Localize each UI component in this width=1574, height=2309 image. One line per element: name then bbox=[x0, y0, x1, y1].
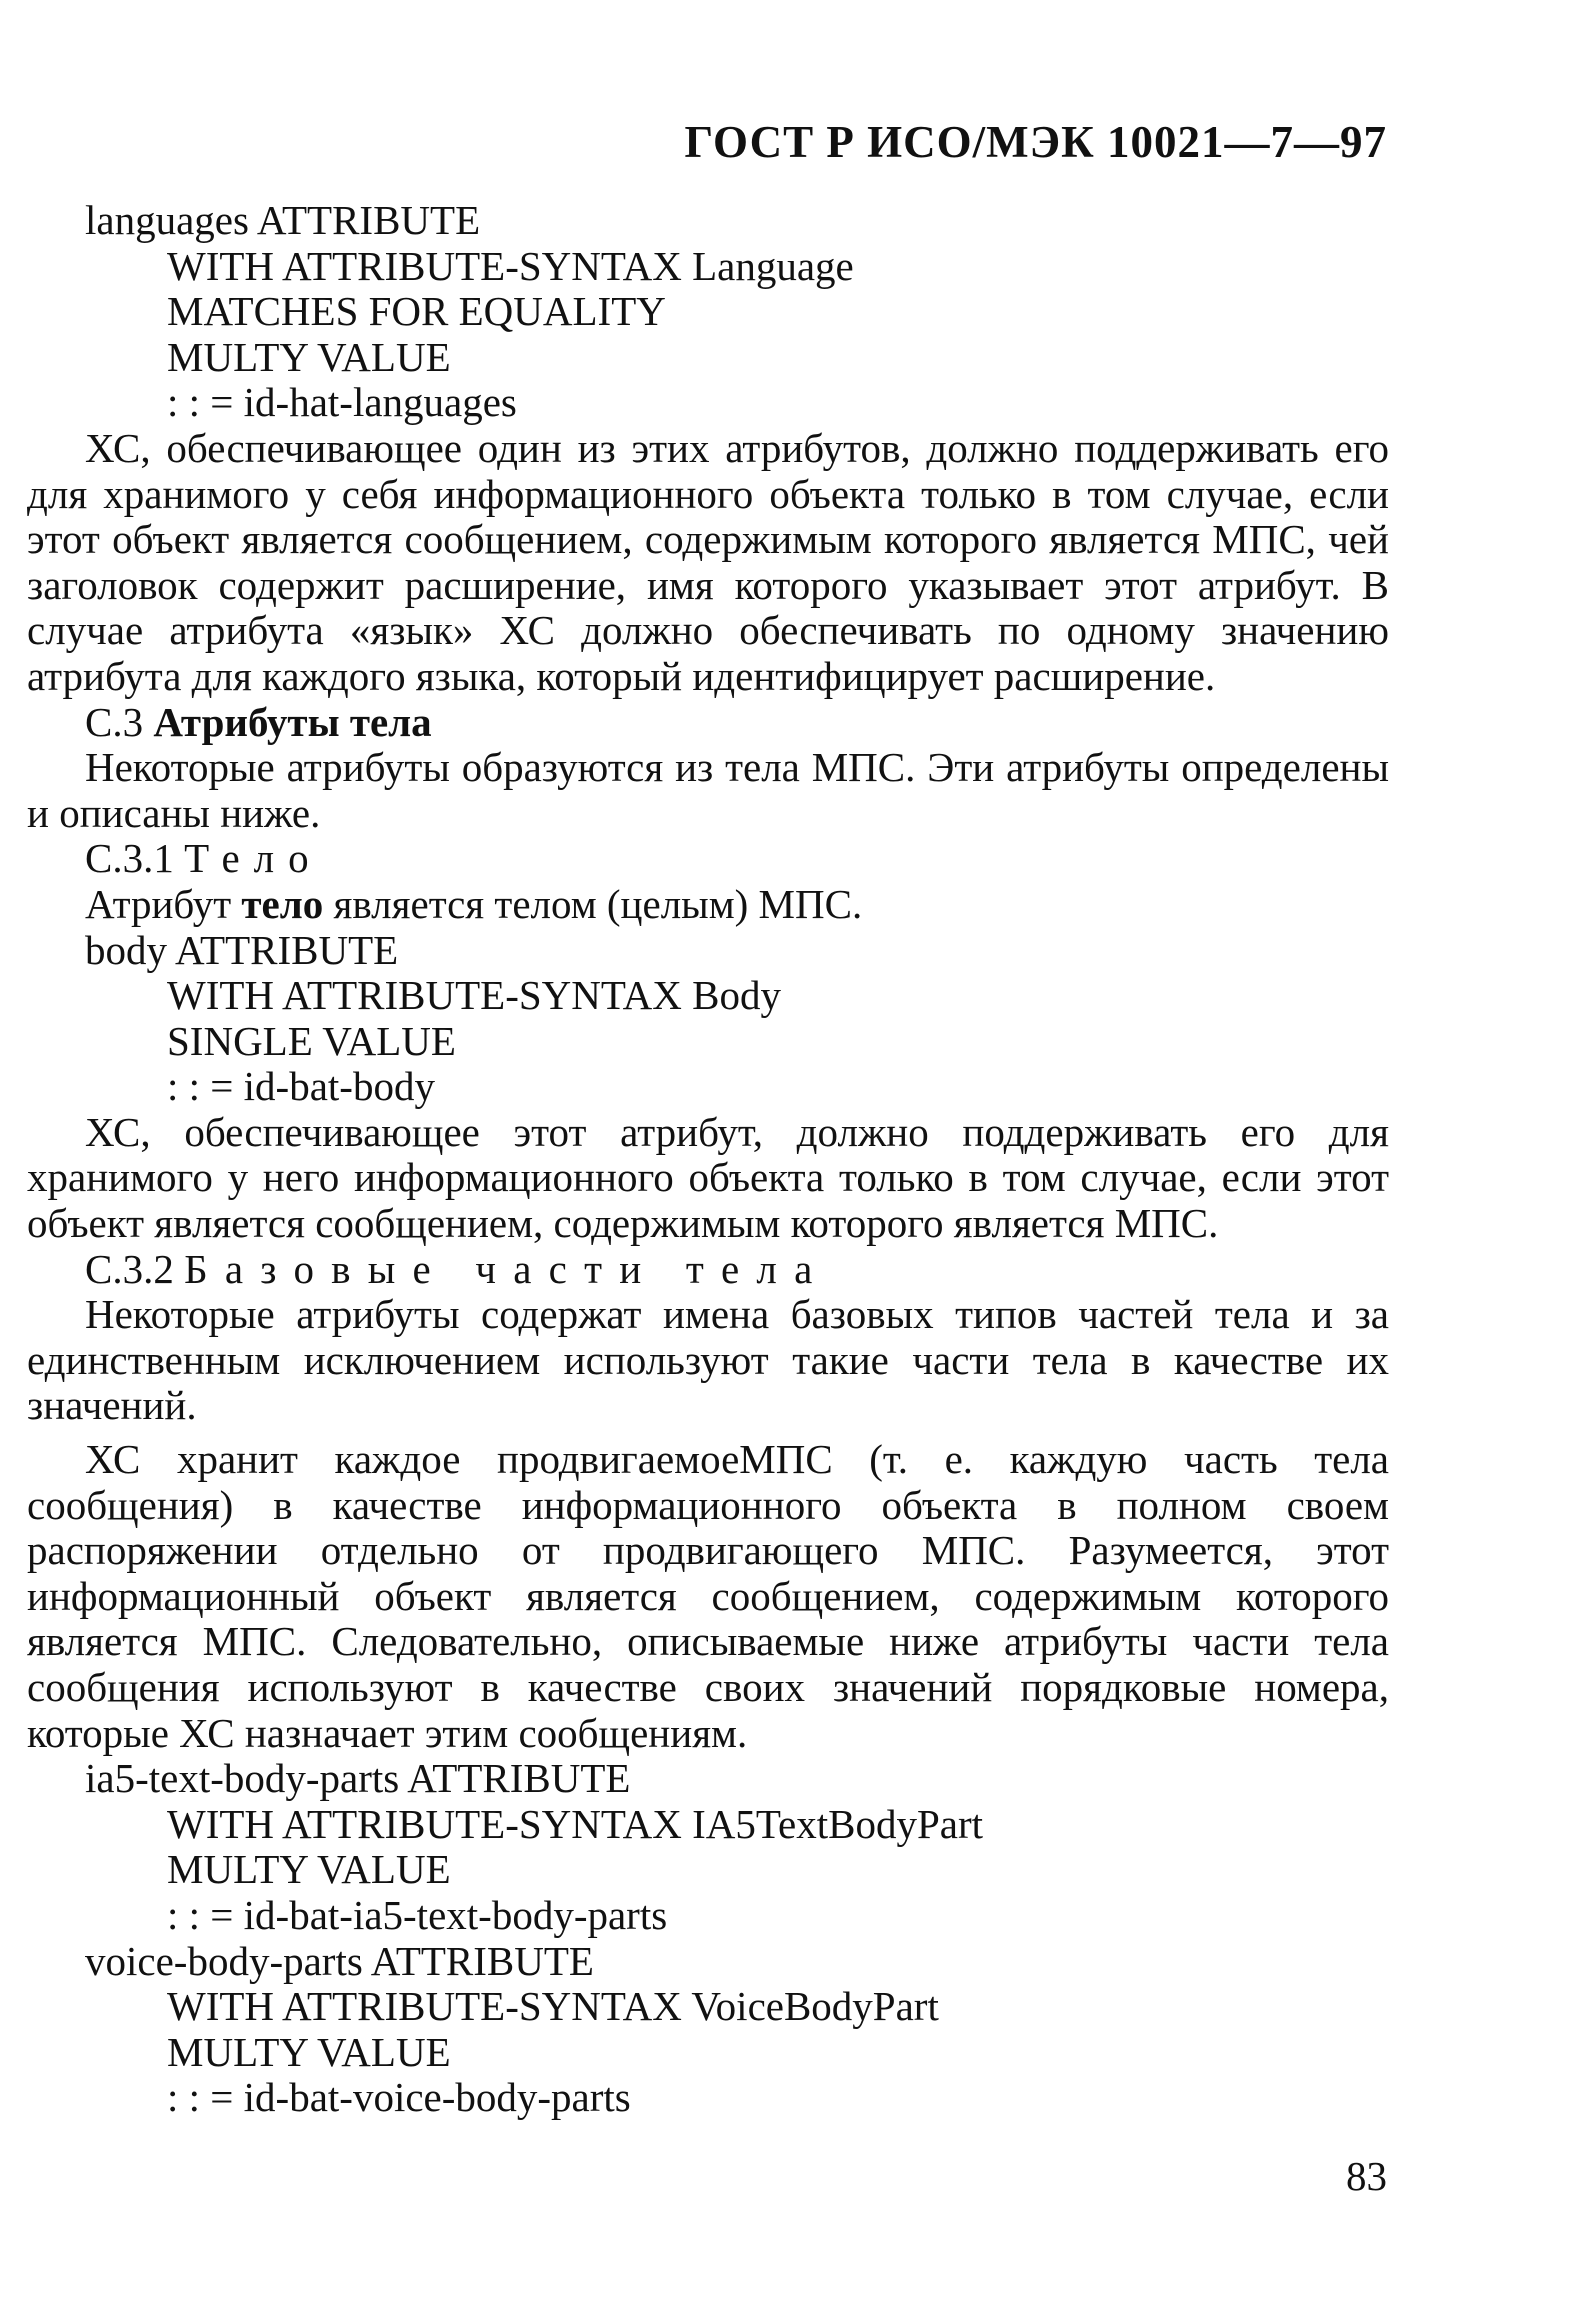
text: Атрибут bbox=[85, 880, 242, 927]
paragraph bbox=[27, 882, 1389, 928]
page-body bbox=[27, 198, 1389, 2121]
code-line: WITH ATTRIBUTE-SYNTAX IA5TextBodyPart bbox=[167, 1800, 984, 1847]
code-line: : : = id-bat-ia5-text-body-parts bbox=[167, 1891, 668, 1938]
code-line: MULTY VALUE bbox=[167, 1846, 451, 1893]
section-title: Тело bbox=[184, 835, 323, 882]
code-line: MATCHES FOR EQUALITY bbox=[167, 288, 666, 335]
attribute-definition-ia5: ia5-text-body-parts ATTRIBUTE bbox=[85, 1755, 631, 1802]
paragraph: ХС, обеспечивающее один из этих атрибутов, должно поддерживать его для хранимого у себя информационного объекта только в том случае, если этот объект является сообщением, содержимым которого является МПС, чей заголовок содержит расширение, имя которого указывает этот атрибут. В случае атрибута «язык» ХС должно обеспечивать по одному значению атрибута для каждого языка, который идентифицирует расширение. bbox=[27, 424, 1389, 699]
page-number: 83 bbox=[1346, 2153, 1387, 2199]
code-line: WITH ATTRIBUTE-SYNTAX VoiceBodyPart bbox=[167, 1983, 939, 2030]
attribute-definition-body: body ATTRIBUTE bbox=[85, 926, 399, 973]
paragraph: ХС, обеспечивающее этот атрибут, должно поддерживать его для хранимого у него информационного объекта только в том случае, если этот объект является сообщением, содержимым которого является МПС. bbox=[27, 1108, 1389, 1247]
code-line: SINGLE VALUE bbox=[167, 1017, 456, 1064]
section-heading-c31 bbox=[27, 836, 1389, 882]
section-heading-c3 bbox=[27, 700, 1389, 746]
section-number: С.3 bbox=[85, 698, 144, 745]
code-line: MULTY VALUE bbox=[167, 333, 451, 380]
bold-term: тело bbox=[241, 880, 324, 927]
section-number: С.3.2 bbox=[85, 1245, 174, 1292]
code-line: WITH ATTRIBUTE-SYNTAX Body bbox=[167, 972, 781, 1019]
code-line: WITH ATTRIBUTE-SYNTAX Language bbox=[167, 242, 854, 289]
code-line: MULTY VALUE bbox=[167, 2028, 451, 2075]
code-line: : : = id-bat-body bbox=[167, 1063, 435, 1110]
paragraph: Некоторые атрибуты образуются из тела МПС. Эти атрибуты определены и описаны ниже. bbox=[27, 744, 1389, 836]
document-header: ГОСТ Р ИСО/МЭК 10021—7—97 bbox=[684, 117, 1387, 167]
code-line: : : = id-hat-languages bbox=[167, 379, 517, 426]
paragraph: Некоторые атрибуты содержат имена базовых типов частей тела и за единственным исключением используют такие части тела в качестве их значений. bbox=[27, 1291, 1389, 1429]
paragraph: ХС хранит каждое продвигаемоеМПС (т. е. каждую часть тела сообщения) в качестве информационного объекта в полном своем распоряжении отдельно от продвигающего МПС. Разумеется, этот информационный объект является сообщением, содержимым которого является МПС. Следовательно, описываемые ниже атрибуты части тела сообщения используют в качестве своих значений порядковые номера, которые ХС назначает этим сообщениям. bbox=[27, 1436, 1389, 1756]
attribute-definition-voice: voice-body-parts ATTRIBUTE bbox=[85, 1937, 594, 1984]
section-heading-c32 bbox=[27, 1247, 1389, 1293]
section-number: С.3.1 bbox=[85, 835, 174, 882]
text: является телом (целым) МПС. bbox=[323, 880, 863, 927]
attribute-definition-languages: languages ATTRIBUTE bbox=[85, 197, 481, 243]
section-title: Базовые части тела bbox=[184, 1245, 830, 1292]
code-line: : : = id-bat-voice-body-parts bbox=[167, 2074, 631, 2121]
section-title: Атрибуты тела bbox=[153, 698, 432, 745]
